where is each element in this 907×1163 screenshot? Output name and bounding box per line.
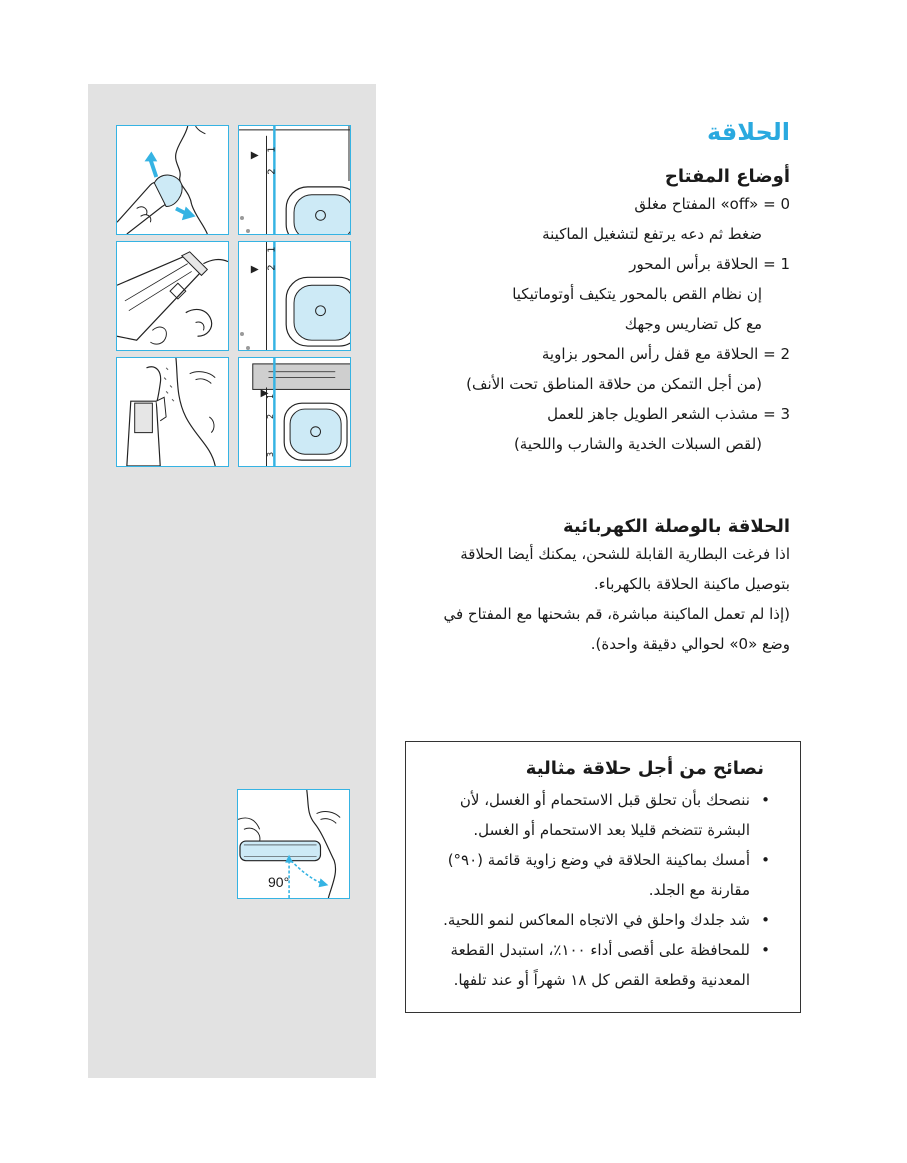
mains-line: وضع «0» لحوالي دقيقة واحدة).: [590, 635, 790, 653]
switch-section: [400, 166, 790, 459]
switch-section-heading: أوضاع المفتاح: [664, 166, 790, 187]
figure-marker-dot: [240, 332, 244, 336]
switch-line: مع كل تضاريس وجهك: [624, 315, 762, 333]
switch-line: (من أجل التمكن من حلاقة المناطق تحت الأنف): [466, 375, 762, 393]
figure-marker-dot: [240, 216, 244, 220]
page-title: الحلاقة: [706, 118, 790, 146]
figure-shaving-angle-90: [237, 789, 350, 899]
figure-shaver-handheld: [116, 241, 229, 351]
figure-switch-position-2: [238, 241, 351, 351]
switch-label-1: 1: [266, 246, 278, 253]
mains-section: [400, 516, 790, 659]
mains-line: اذا فرغت البطارية القابلة للشحن، يمكنك أيضا الحلاقة: [460, 545, 790, 563]
tip-item: • للمحافظة على أقصى أداء ١٠٠٪، استبدل القطعة المعدنية وقطعة القص كل ١٨ شهراً أو عند تلفها.: [440, 935, 770, 995]
tips-list: [440, 785, 770, 995]
switch-label-1: 1: [266, 393, 276, 400]
mains-section-heading: الحلاقة بالوصلة الكهربائية: [562, 516, 790, 537]
figure-marker-dot: [246, 346, 250, 350]
switch-label-2: 2: [266, 264, 278, 271]
figure-switch-position-3: [238, 357, 351, 467]
switch-label-2: 2: [266, 168, 278, 175]
tips-box: [405, 741, 801, 1013]
mains-section-lines: [400, 539, 790, 659]
switch-label-2: 2: [266, 413, 276, 420]
switch-label-1: 1: [266, 146, 278, 153]
figure-shaving-face-arrows: [116, 125, 229, 235]
figure-switch-position-1: [238, 125, 351, 235]
mains-line: (إذا لم تعمل الماكينة مباشرة، قم بشحنها مع المفتاح في: [443, 605, 790, 623]
angle-label: 90°: [268, 874, 290, 890]
switch-line: 1 = الحلاقة برأس المحور: [629, 255, 790, 273]
switch-line: 2 = الحلاقة مع قفل رأس المحور بزاوية: [541, 345, 790, 363]
tips-heading: نصائح من أجل حلاقة مثالية: [525, 758, 764, 779]
switch-line: 0 = «off» المفتاح مغلق: [634, 195, 790, 213]
figure-trimmer-sideburns: [116, 357, 229, 467]
switch-line: ضغط ثم دعه يرتفع لتشغيل الماكينة: [542, 225, 762, 243]
switch-line: (لقص السبلات الخدية والشارب واللحية): [513, 435, 762, 453]
mains-line: بتوصيل ماكينة الحلاقة بالكهرباء.: [593, 575, 790, 593]
tip-item: • شد جلدك واحلق في الاتجاه المعاكس لنمو اللحية.: [440, 905, 770, 935]
switch-line: 3 = مشذب الشعر الطويل جاهز للعمل: [547, 405, 790, 423]
switch-line: إن نظام القص بالمحور يتكيف أوتوماتيكيا: [512, 285, 762, 303]
switch-label-3: 3: [266, 451, 276, 458]
switch-section-lines: [400, 189, 790, 459]
tip-item: • أمسك بماكينة الحلاقة في وضع زاوية قائمة (٩٠°) مقارنة مع الجلد.: [440, 845, 770, 905]
tip-item: • ننصحك بأن تحلق قبل الاستحمام أو الغسل، لأن البشرة تتضخم قليلا بعد الاستحمام أو الغسل.: [440, 785, 770, 845]
figure-marker-dot: [246, 229, 250, 233]
